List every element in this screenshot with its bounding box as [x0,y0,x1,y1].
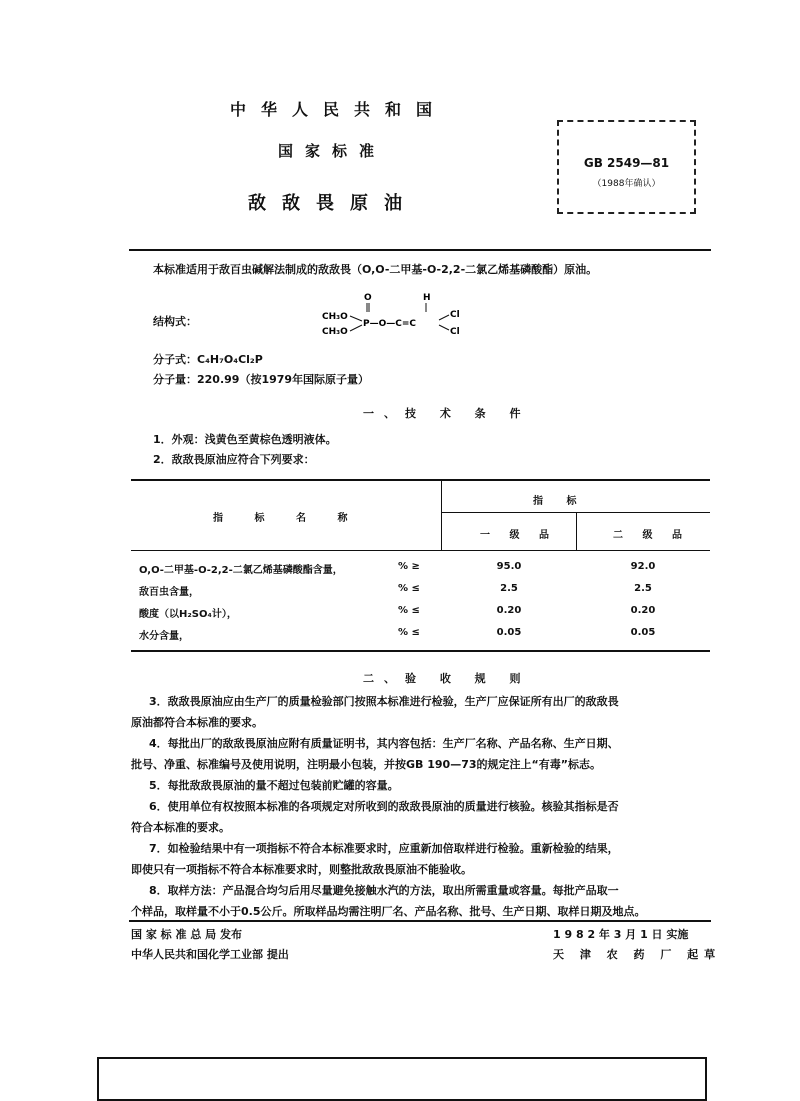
oxygen-top: O [364,293,372,303]
phosphate-chain: P—O—C=C [363,319,416,329]
row-grade1: 0.20 [496,605,522,616]
col-header-grade1: 一 级 品 [480,530,557,541]
rule-line: 即使只有一项指标不符合本标准要求时，则整批敌敌畏原油不能验收。 [131,863,472,876]
rule-line: 原油都符合本标准的要求。 [131,716,263,729]
document-title: 敌敌畏原油 [248,193,418,214]
row-unit: % ≤ [398,583,420,594]
standard-type: 国家标准 [278,142,387,160]
structure-label: 结构式： [153,315,197,328]
col-header-name: 指 标 名 称 [213,513,362,524]
row-grade2: 2.5 [634,583,652,594]
row-unit: % ≤ [398,605,420,616]
standard-code-box [557,120,696,214]
chlorine-bottom: Cl [450,327,460,337]
row-name: O,O-二甲基-O-2,2-二氯乙烯基磷酸酯含量， [139,565,343,576]
country-title: 中华人民共和国 [230,100,448,119]
molecular-weight: 分子量：220.99（按1979年国际原子量） [153,373,370,386]
rule-line: 3．敌敌畏原油应由生产厂的质量检验部门按照本标准进行检验，生产厂应保证所有出厂的敌敌畏 [149,695,619,708]
row-unit: % ≤ [398,627,420,638]
row-grade2: 0.05 [630,627,656,638]
methoxy-top: CH₃O [322,312,348,322]
rule-line: 5．每批敌敌畏原油的量不超过包装前贮罐的容量。 [149,779,399,792]
col-header-group: 指 标 [533,496,587,507]
rule-line: 符合本标准的要求。 [131,821,230,834]
methoxy-bottom: CH₃O [322,327,348,337]
row-grade1: 2.5 [500,583,518,594]
section-technical-title: 一、技 术 条 件 [363,407,531,420]
col-header-grade2: 二 级 品 [613,530,690,541]
footer-divider [129,920,711,922]
chlorine-top: Cl [450,310,460,320]
rule-line: 批号、净重、标准编号及使用说明，注明最小包装，并按GB 190—73的规定注上“有毒”标志。 [131,758,601,771]
rule-line: 6．使用单位有权按照本标准的各项规定对所收到的敌敌畏原油的质量进行核验。核验其指标是否 [149,800,619,813]
footer-drafter: 天 津 农 药 厂 起草 [553,948,722,961]
tech-item-2: 2．敌敌畏原油应符合下列要求： [153,453,315,466]
row-grade1: 95.0 [496,561,522,572]
row-name: 水分含量， [139,631,189,642]
tech-item-1: 1．外观：浅黄色至黄棕色透明液体。 [153,433,337,446]
scope-text: 本标准适用于敌百虫碱解法制成的敌敌畏（O,O-二甲基-O-2,2-二氯乙烯基磷酸酯）原油。 [153,263,598,276]
rule-line: 4．每批出厂的敌敌畏原油应附有质量证明书，其内容包括：生产厂名称、产品名称、生产日期、 [149,737,619,750]
row-name: 敌百虫含量， [139,587,199,598]
confirmation-note: （1988年确认） [592,179,661,189]
bottom-frame [97,1057,707,1101]
hydrogen-top: H [423,293,431,303]
molecular-formula: 分子式：C₄H₇O₄Cl₂P [153,353,263,366]
footer-date: 1 9 8 2 年 3 月 1 日 实施 [553,928,689,941]
rule-line: 8．取样方法：产品混合均匀后用尽量避免接触水汽的方法，取出所需重量或容量。每批产品取一 [149,884,619,897]
row-unit: % ≥ [398,561,420,572]
row-grade2: 0.20 [630,605,656,616]
row-grade2: 92.0 [630,561,656,572]
structural-formula [318,290,468,340]
section-acceptance-title: 二、验 收 规 则 [363,672,531,685]
footer-proposer: 中华人民共和国化学工业部 提出 [131,948,289,961]
row-grade1: 0.05 [496,627,522,638]
row-name: 酸度（以H₂SO₄计）， [139,609,237,620]
header-divider [129,249,711,251]
standard-code: GB 2549—81 [583,156,670,170]
footer-issuer: 国 家 标 准 总 局 发布 [131,928,242,941]
rule-line: 个样品，取样量不小于0.5公斤。所取样品均需注明厂名、产品名称、批号、生产日期、取样日期及地点。 [131,905,646,918]
rule-line: 7．如检验结果中有一项指标不符合本标准要求时，应重新加倍取样进行检验。重新检验的结果， [149,842,619,855]
